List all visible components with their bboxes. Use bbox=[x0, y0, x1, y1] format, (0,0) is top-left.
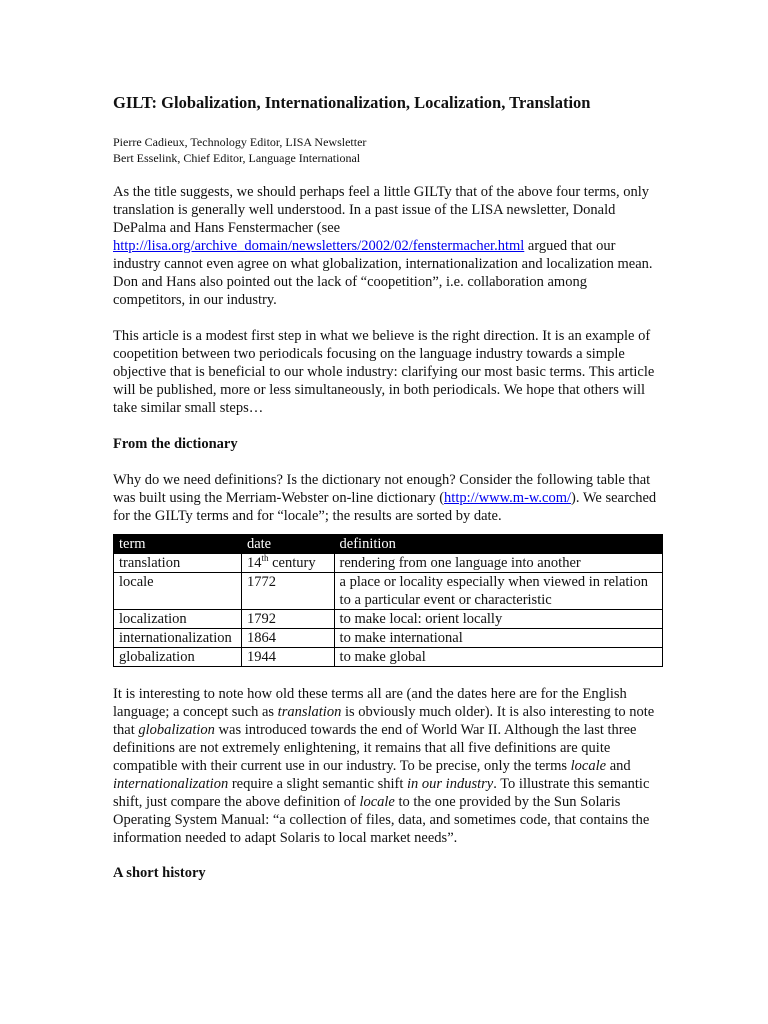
intro-text-start: As the title suggests, we should perhaps feel a little GILTy that of the above four terms, only translation is generally well understood. In a past issue of the LISA newsletter, Donald DePalma and Hans Fenstermacher (see bbox=[113, 184, 650, 236]
cell-term: locale bbox=[114, 573, 242, 610]
italic-term: internationalization bbox=[113, 776, 229, 792]
dictionary-paragraph bbox=[113, 471, 661, 525]
italic-term: in our industry bbox=[407, 776, 494, 792]
cell-definition: to make global bbox=[334, 648, 662, 667]
text-run: require a slight semantic shift bbox=[228, 776, 407, 792]
header-term: term bbox=[114, 535, 242, 554]
cell-date: 1944 bbox=[241, 648, 334, 667]
terms-table bbox=[113, 534, 663, 667]
header-definition: definition bbox=[334, 535, 662, 554]
author-line: Bert Esselink, Chief Editor, Language International bbox=[113, 151, 361, 165]
author-line: Pierre Cadieux, Technology Editor, LISA Newsletter bbox=[113, 135, 367, 149]
cell-definition: to make local: orient locally bbox=[334, 610, 662, 629]
cell-definition: rendering from one language into another bbox=[334, 554, 662, 573]
cell-date: 1772 bbox=[241, 573, 334, 610]
cell-definition: a place or locality especially when viewed in relation to a particular event or characteristic bbox=[334, 573, 662, 610]
dictionary-text-start: Why do we need definitions? Is the dictionary not enough? Consider the following table that was built using the Merriam-Webster on-line dictionary ( bbox=[113, 472, 651, 506]
cell-definition: to make international bbox=[334, 629, 662, 648]
analysis-paragraph bbox=[113, 685, 661, 847]
cell-term: globalization bbox=[114, 648, 242, 667]
table-row bbox=[114, 610, 663, 629]
dictionary-text-end: ). We searched for the GILTy terms and for “locale”; the results are sorted by date. bbox=[113, 490, 657, 524]
merriam-webster-link[interactable]: http://www.m-w.com/ bbox=[444, 490, 572, 506]
text-run: is obviously much older). It is also interesting to note that bbox=[113, 704, 655, 738]
text-run: to the one provided by the Sun Solaris Operating System Manual: “a collection of files, data, and sometimes code, that contains the information needed to adapt Solaris to local market needs”. bbox=[113, 794, 650, 846]
table-row bbox=[114, 629, 663, 648]
document-body bbox=[113, 92, 661, 882]
date-unit: century bbox=[268, 555, 316, 571]
italic-term: globalization bbox=[138, 722, 215, 738]
cell-date bbox=[241, 554, 334, 573]
purpose-paragraph: This article is a modest first step in what we believe is the right direction. It is an example of coopetition between two periodicals focusing on the language industry towards a simple objective that is beneficial to our whole industry: clarifying our most basic terms. This article will be published, more or less simultaneously, in both periodicals. We hope that others will take similar small steps… bbox=[113, 328, 655, 416]
section-heading-history: A short history bbox=[113, 865, 206, 881]
text-run: and bbox=[606, 758, 631, 774]
intro-text-end: argued that our industry cannot even agree on what globalization, internationalization and localization mean. Don and Hans also pointed out the lack of “coopetition”, i.e. collaboration among competitors, in our industry. bbox=[113, 238, 653, 308]
table-row bbox=[114, 648, 663, 667]
cell-term: internationalization bbox=[114, 629, 242, 648]
text-run: It is interesting to note how old these terms all are (and the dates here are for the English language; a concept such as bbox=[113, 686, 627, 720]
date-number: 14 bbox=[246, 555, 262, 571]
intro-paragraph bbox=[113, 183, 661, 309]
table-row bbox=[114, 554, 663, 573]
cell-term: translation bbox=[114, 554, 242, 573]
author-lines bbox=[113, 134, 661, 166]
table-row bbox=[114, 573, 663, 610]
italic-term: translation bbox=[277, 704, 342, 720]
italic-term: locale bbox=[359, 794, 395, 810]
text-run: was introduced towards the end of World War II. Although the last three definitions are not extremely enlightening, it remains that all five definitions are quite compatible with their current use in our industry. To be precise, only the terms bbox=[113, 722, 637, 774]
section-heading-dictionary: From the dictionary bbox=[113, 436, 238, 452]
cell-date: 1864 bbox=[241, 629, 334, 648]
document-title: GILT: Globalization, Internationalization, Localization, Translation bbox=[113, 93, 591, 112]
text-run: . To illustrate this semantic shift, just compare the above definition of bbox=[113, 776, 650, 810]
cell-date: 1792 bbox=[241, 610, 334, 629]
lisa-article-link[interactable]: http://lisa.org/archive_domain/newsletters/2002/02/fenstermacher.html bbox=[113, 238, 525, 254]
date-ordinal: th bbox=[261, 553, 269, 564]
table-header-row bbox=[114, 535, 663, 554]
italic-term: locale bbox=[570, 758, 607, 774]
header-date: date bbox=[241, 535, 334, 554]
cell-term: localization bbox=[114, 610, 242, 629]
